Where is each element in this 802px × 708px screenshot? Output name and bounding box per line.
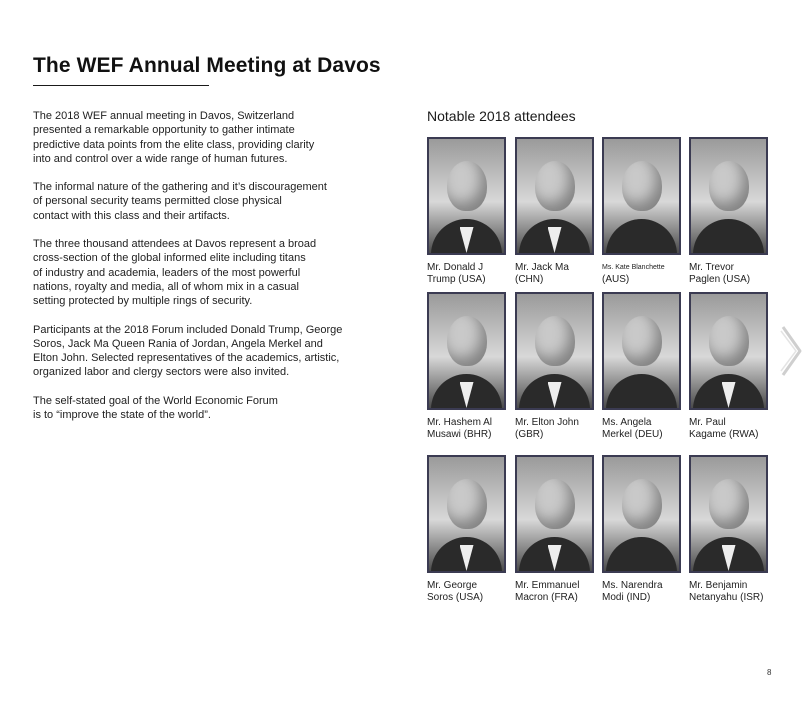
attendee-caption: Mr. George Soros (USA) — [427, 580, 484, 603]
title-underline — [33, 85, 209, 86]
page-title: The WEF Annual Meeting at Davos — [33, 54, 381, 77]
attendee-caption: Mr. Trevor Paglen (USA) — [689, 262, 751, 285]
paragraph-1: The 2018 WEF annual meeting in Davos, Switzerland presented a remarkable opportunity to gather intimate predictive data points from the elite class, providing clarity into and control over a wide range of human futures. — [33, 110, 315, 165]
attendees-grid — [427, 137, 772, 617]
paragraph-3: The three thousand attendees at Davos represent a broad cross-section of the global informed elite including titans of industry and academia, leaders of the most powerful nations, royalty and media, all of whom mix in a casual setting protected by multiple rings of security. — [33, 238, 317, 308]
attendee-photo — [689, 137, 768, 255]
attendee-caption — [602, 262, 681, 287]
attendee-card-jack-ma — [515, 137, 594, 286]
attendee-photo — [602, 137, 681, 255]
page-number: 8 — [767, 668, 772, 677]
attendee-photo — [427, 292, 506, 410]
attendee-photo — [515, 137, 594, 255]
paragraph-2: The informal nature of the gathering and it’s discouragement of personal security teams permitted close physical contact with this class and their artifacts. — [33, 181, 327, 222]
attendee-photo — [515, 292, 594, 410]
attendee-card-narendra-modi — [602, 455, 681, 604]
attendee-photo — [602, 292, 681, 410]
attendee-caption-line2: (AUS) — [602, 274, 630, 285]
chevron-right-icon[interactable] — [780, 325, 802, 377]
attendee-card-paul-kagame — [689, 292, 768, 441]
paragraph-5: The self-stated goal of the World Economic Forum is to “improve the state of the world”. — [33, 394, 278, 422]
attendee-caption: Mr. Elton John (GBR) — [515, 417, 579, 440]
body-text — [33, 109, 383, 436]
attendee-card-angela-merkel — [602, 292, 681, 441]
attendee-caption: Mr. Hashem Al Musawi (BHR) — [427, 417, 493, 440]
attendee-card-elton-john — [515, 292, 594, 441]
attendee-photo — [515, 455, 594, 573]
attendee-card-trevor-paglen — [689, 137, 768, 286]
attendee-photo — [689, 455, 768, 573]
attendees-heading: Notable 2018 attendees — [427, 108, 576, 124]
attendee-card-hashem-al-musawi — [427, 292, 506, 441]
attendee-caption: Mr. Donald J Trump (USA) — [427, 262, 486, 285]
attendee-caption: Ms. Narendra Modi (IND) — [602, 580, 663, 603]
attendee-photo — [602, 455, 681, 573]
attendee-card-benjamin-netanyahu — [689, 455, 768, 604]
attendee-card-kate-blanchette — [602, 137, 681, 287]
attendee-caption: Mr. Emmanuel Macron (FRA) — [515, 580, 580, 603]
attendee-caption: Mr. Benjamin Netanyahu (ISR) — [689, 580, 764, 603]
attendee-card-emmanuel-macron — [515, 455, 594, 604]
attendee-caption: Mr. Jack Ma (CHN) — [515, 262, 569, 285]
attendee-card-george-soros — [427, 455, 506, 604]
attendee-card-donald-trump — [427, 137, 506, 286]
attendee-caption: Mr. Paul Kagame (RWA) — [689, 417, 759, 440]
attendee-photo — [427, 455, 506, 573]
attendee-caption-line1: Ms. Kate Blanchette — [602, 264, 665, 271]
attendee-photo — [427, 137, 506, 255]
attendee-photo — [689, 292, 768, 410]
attendee-caption: Ms. Angela Merkel (DEU) — [602, 417, 663, 440]
paragraph-4: Participants at the 2018 Forum included Donald Trump, George Soros, Jack Ma Queen Rania of Jordan, Angela Merkel and Elton John. Selected representatives of the academics, artistic, organized labor and clergy sectors were also invited. — [33, 323, 343, 379]
